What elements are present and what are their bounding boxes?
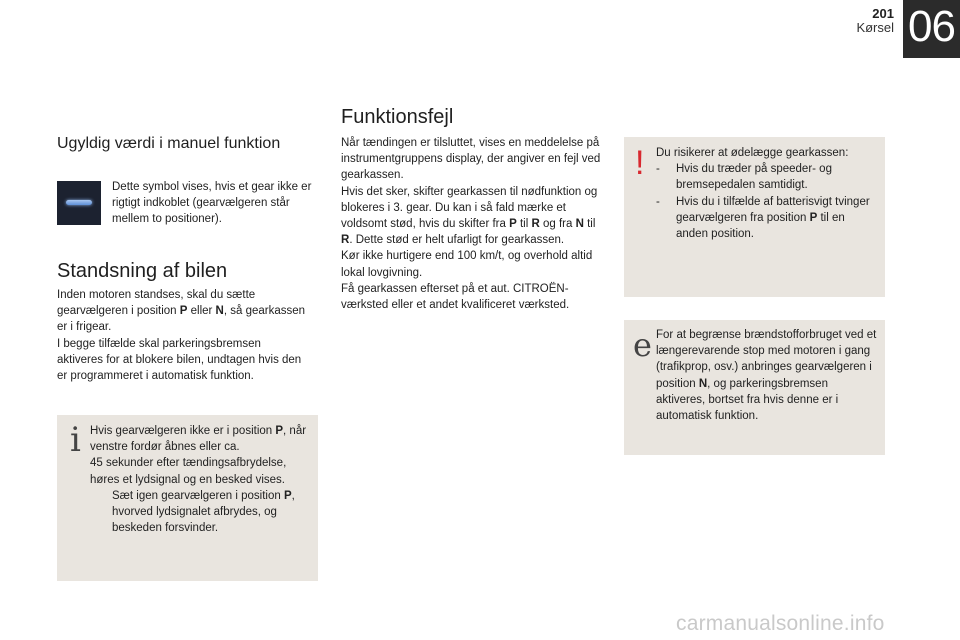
stopping-heading: Standsning af bilen xyxy=(57,260,228,282)
page-number: 201 xyxy=(872,6,894,21)
malfunction-heading: Funktionsfejl xyxy=(341,106,454,128)
info-note xyxy=(57,415,318,581)
info-bullet xyxy=(90,488,310,537)
invalid-value-text: Dette symbol vises, hvis et gear ikke er rigtigt indkoblet (gearvælgeren står mellem to positioner). xyxy=(112,181,312,226)
eco-note-text: For at begrænse brændstofforbruget ved et længerevarende stop med motoren i gang (trafikprop, osv.) anbringes gearvælgeren i position N, og parkeringsbremsen aktiveres, bortset fra hvis denne er i automatisk funktion. xyxy=(656,329,877,423)
warning-icon: ! xyxy=(635,144,645,182)
stopping-paragraph-2: I begge tilfælde skal parkeringsbremsen aktiveres for at blokere bilen, undtagen hvis den er programmeret i automatisk funktion. xyxy=(57,337,302,383)
malfunction-text xyxy=(341,135,603,313)
info-note-text xyxy=(90,423,310,536)
bullet-icon xyxy=(90,488,112,537)
warning-note xyxy=(624,137,885,297)
malfunction-paragraph-1: Når tændingen er tilsluttet, vises en meddelelse på instrumentgruppens display, der angiver en fejl ved gearkassen. xyxy=(341,137,601,182)
chapter-tab: 06 xyxy=(903,0,960,58)
eco-note xyxy=(624,320,885,455)
warning-item-2: - Hvis du i tilfælde af batterisvigt tvinger gearvælgeren fra position P til en anden position. xyxy=(656,195,870,241)
malfunction-paragraph-2: Hvis det sker, skifter gearkassen til nødfunktion og blokeres i 3. gear. Du kan i så fald mærke et voldsomt stød, hvis du skifter fra P til R og fra N til R. Dette stød er helt ufarligt for gearkassen. xyxy=(341,185,598,247)
eco-icon: e xyxy=(633,326,652,364)
malfunction-paragraph-3: Kør ikke hurtigere end 100 km/t, og overhold altid lokal lovgivning. xyxy=(341,250,593,279)
stopping-text xyxy=(57,287,307,384)
section-label: Kørsel xyxy=(856,20,894,35)
info-bullet-text: Sæt igen gearvælgeren i position P, hvorved lydsignalet afbrydes, og beskeden forsvinder. xyxy=(112,489,295,535)
info-paragraph-2: 45 sekunder efter tændingsafbrydelse, høres et lydsignal og en besked vises. xyxy=(90,457,287,486)
warning-note-text xyxy=(656,145,878,242)
malfunction-paragraph-4: Få gearkassen efterset på et aut. CITROËN-værksted eller et andet kvalificeret værksted. xyxy=(341,282,570,312)
invalid-value-heading: Ugyldig værdi i manuel funktion xyxy=(57,135,281,152)
info-icon: i xyxy=(70,420,81,460)
warning-intro: Du risikerer at ødelægge gearkassen: xyxy=(656,147,849,159)
watermark: carmanualsonline.info xyxy=(676,612,885,635)
stopping-paragraph-1: Inden motoren standses, skal du sætte gearvælgeren i position P eller N, så gearkassen er i frigear. xyxy=(57,289,306,334)
warning-item-1: - Hvis du træder på speeder- og bremsepedalen samtidigt. xyxy=(656,163,832,192)
gear-fault-symbol xyxy=(57,181,101,225)
info-paragraph-1: Hvis gearvælgeren ikke er i position P, når venstre fordør åbnes eller ca. xyxy=(90,425,307,454)
dash-indicator-icon xyxy=(66,200,92,205)
